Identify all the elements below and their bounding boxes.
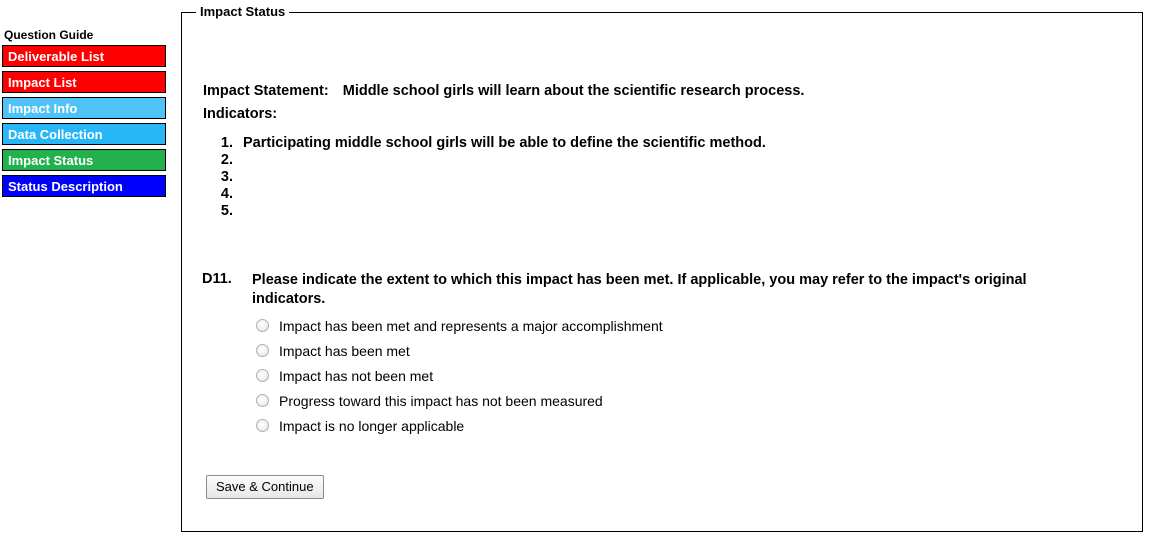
- option-row[interactable]: [256, 413, 663, 438]
- radio-icon[interactable]: [256, 344, 269, 357]
- sidebar-item-deliverable-list[interactable]: Deliverable List: [2, 45, 166, 67]
- indicators-label: Indicators:: [203, 106, 278, 122]
- sidebar-item-data-collection[interactable]: Data Collection: [2, 123, 166, 145]
- sidebar-item-status-description[interactable]: Status Description: [2, 175, 166, 197]
- impact-statement-label: Impact Statement:: [203, 83, 329, 99]
- list-item: [203, 186, 766, 203]
- question-text: Please indicate the extent to which this impact has been met. If applicable, you may refer to the impact's original indicators.: [252, 272, 1027, 307]
- indicator-text: Participating middle school girls will be able to define the scientific method.: [243, 135, 766, 151]
- option-label[interactable]: Progress toward this impact has not been measured: [279, 392, 603, 409]
- sidebar: [2, 28, 166, 201]
- option-row[interactable]: [256, 338, 663, 363]
- sidebar-item-impact-info[interactable]: Impact Info: [2, 97, 166, 119]
- option-row[interactable]: [256, 388, 663, 413]
- question-options: [256, 313, 663, 438]
- list-item: [203, 152, 766, 169]
- option-label[interactable]: Impact has been met: [279, 342, 410, 359]
- sidebar-item-impact-status[interactable]: Impact Status: [2, 149, 166, 171]
- option-label[interactable]: Impact is no longer applicable: [279, 417, 465, 434]
- impact-statement-text: Middle school girls will learn about the scientific research process.: [342, 83, 805, 99]
- option-row[interactable]: [256, 313, 663, 338]
- list-item: [203, 169, 766, 186]
- radio-icon[interactable]: [256, 394, 269, 407]
- indicators-list: [203, 135, 766, 220]
- impact-statement: [203, 80, 804, 126]
- question-block: [202, 271, 1092, 309]
- list-item: [203, 135, 766, 152]
- indicator-number: 1.: [220, 135, 233, 151]
- option-label[interactable]: Impact has not been met: [279, 367, 434, 384]
- list-item: [203, 203, 766, 220]
- radio-icon[interactable]: [256, 419, 269, 432]
- indicator-number: 3.: [220, 169, 233, 185]
- indicator-number: 4.: [220, 186, 233, 202]
- option-label[interactable]: Impact has been met and represents a major accomplishment: [279, 317, 663, 334]
- sidebar-title: Question Guide: [4, 28, 94, 42]
- radio-icon[interactable]: [256, 319, 269, 332]
- indicator-number: 5.: [220, 203, 233, 219]
- panel-legend: Impact Status: [196, 5, 289, 19]
- radio-icon[interactable]: [256, 369, 269, 382]
- indicator-number: 2.: [220, 152, 233, 168]
- impact-status-panel: [181, 4, 1143, 532]
- sidebar-item-impact-list[interactable]: Impact List: [2, 71, 166, 93]
- save-and-continue-button[interactable]: Save & Continue: [206, 475, 324, 499]
- option-row[interactable]: [256, 363, 663, 388]
- question-number: D11.: [202, 271, 232, 287]
